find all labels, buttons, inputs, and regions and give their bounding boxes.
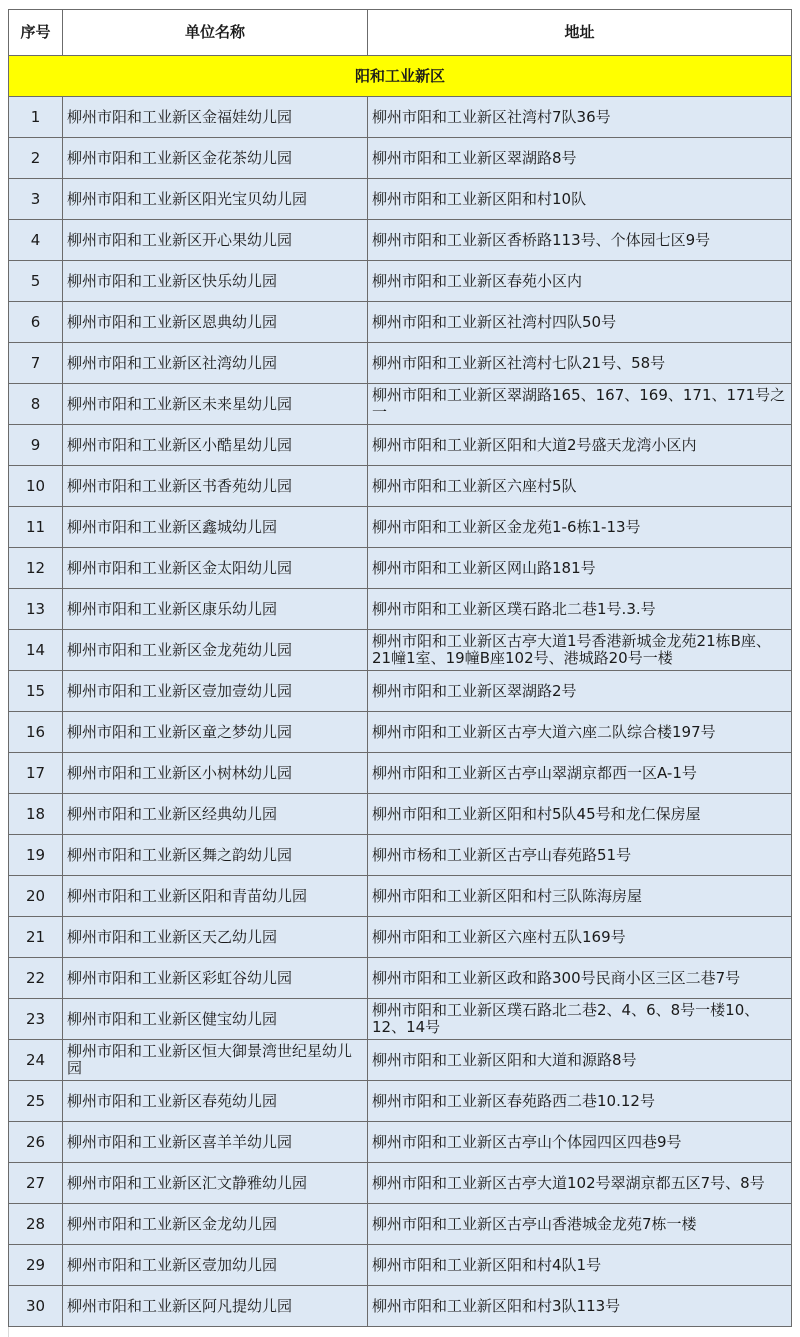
table-row [9, 753, 792, 794]
kindergarten-name-cell[interactable]: 柳州市阳和工业新区恩典幼儿园 [63, 302, 368, 343]
header-row [9, 10, 792, 56]
section-title[interactable]: 阳和工业新区 [9, 56, 792, 97]
address-cell[interactable]: 柳州市阳和工业新区古亭大道六座二队综合楼197号 [368, 712, 792, 753]
row-index-cell[interactable]: 27 [9, 1163, 63, 1204]
row-index-cell[interactable]: 30 [9, 1286, 63, 1327]
row-index-cell[interactable]: 9 [9, 425, 63, 466]
row-index-cell[interactable]: 19 [9, 835, 63, 876]
address-cell[interactable]: 柳州市阳和工业新区璞石路北二巷1号.3.号 [368, 589, 792, 630]
header-name[interactable]: 单位名称 [63, 10, 368, 56]
row-index-cell[interactable]: 2 [9, 138, 63, 179]
row-index-cell[interactable]: 11 [9, 507, 63, 548]
sheet-continuation [8, 1327, 792, 1337]
row-index-cell[interactable]: 6 [9, 302, 63, 343]
kindergarten-name-cell[interactable]: 柳州市阳和工业新区阿凡提幼儿园 [63, 1286, 368, 1327]
address-cell[interactable]: 柳州市阳和工业新区翠湖路2号 [368, 671, 792, 712]
row-index-cell[interactable]: 20 [9, 876, 63, 917]
row-index-cell[interactable]: 13 [9, 589, 63, 630]
kindergarten-name-cell[interactable]: 柳州市阳和工业新区童之梦幼儿园 [63, 712, 368, 753]
address-cell[interactable]: 柳州市阳和工业新区阳和大道2号盛天龙湾小区内 [368, 425, 792, 466]
address-cell[interactable]: 柳州市阳和工业新区政和路300号民商小区三区二巷7号 [368, 958, 792, 999]
table-row [9, 1122, 792, 1163]
row-index-cell[interactable]: 26 [9, 1122, 63, 1163]
row-index-cell[interactable]: 22 [9, 958, 63, 999]
table-row [9, 302, 792, 343]
kindergarten-name-cell[interactable]: 柳州市阳和工业新区金龙苑幼儿园 [63, 630, 368, 671]
table-row [9, 1163, 792, 1204]
row-index-cell[interactable]: 24 [9, 1040, 63, 1081]
address-cell[interactable]: 柳州市阳和工业新区社湾村7队36号 [368, 97, 792, 138]
kindergarten-name-cell[interactable]: 柳州市阳和工业新区金福娃幼儿园 [63, 97, 368, 138]
table-row [9, 958, 792, 999]
kindergarten-name-cell[interactable]: 柳州市阳和工业新区康乐幼儿园 [63, 589, 368, 630]
table-row [9, 917, 792, 958]
kindergarten-name-cell[interactable]: 柳州市阳和工业新区社湾幼儿园 [63, 343, 368, 384]
table-row [9, 179, 792, 220]
row-index-cell[interactable]: 29 [9, 1245, 63, 1286]
table-row [9, 1081, 792, 1122]
address-cell[interactable]: 柳州市阳和工业新区六座村5队 [368, 466, 792, 507]
kindergarten-name-cell[interactable]: 柳州市阳和工业新区阳和青苗幼儿园 [63, 876, 368, 917]
table-body [9, 97, 792, 1327]
table-row [9, 425, 792, 466]
address-cell[interactable]: 柳州市杨和工业新区古亭山春苑路51号 [368, 835, 792, 876]
table-row [9, 384, 792, 425]
row-index-cell[interactable]: 3 [9, 179, 63, 220]
kindergarten-name-cell[interactable]: 柳州市阳和工业新区喜羊羊幼儿园 [63, 1122, 368, 1163]
address-cell[interactable]: 柳州市阳和工业新区古亭山翠湖京都西一区A-1号 [368, 753, 792, 794]
row-index-cell[interactable]: 23 [9, 999, 63, 1040]
address-cell[interactable]: 柳州市阳和工业新区古亭大道1号香港新城金龙苑21栋B座、21幢1室、19幢B座102号、港城路20号一楼 [368, 630, 792, 671]
table-row [9, 343, 792, 384]
table-row [9, 671, 792, 712]
row-index-cell[interactable]: 8 [9, 384, 63, 425]
row-index-cell[interactable]: 10 [9, 466, 63, 507]
kindergarten-name-cell[interactable]: 柳州市阳和工业新区快乐幼儿园 [63, 261, 368, 302]
kindergarten-name-cell[interactable]: 柳州市阳和工业新区小酷星幼儿园 [63, 425, 368, 466]
row-index-cell[interactable]: 17 [9, 753, 63, 794]
kindergarten-name-cell[interactable]: 柳州市阳和工业新区春苑幼儿园 [63, 1081, 368, 1122]
kindergarten-name-cell[interactable]: 柳州市阳和工业新区舞之韵幼儿园 [63, 835, 368, 876]
table-row [9, 97, 792, 138]
row-index-cell[interactable]: 28 [9, 1204, 63, 1245]
row-index-cell[interactable]: 12 [9, 548, 63, 589]
kindergarten-name-cell[interactable]: 柳州市阳和工业新区壹加壹幼儿园 [63, 671, 368, 712]
row-index-cell[interactable]: 14 [9, 630, 63, 671]
kindergarten-name-cell[interactable]: 柳州市阳和工业新区健宝幼儿园 [63, 999, 368, 1040]
address-cell[interactable]: 柳州市阳和工业新区香桥路113号、个体园七区9号 [368, 220, 792, 261]
address-cell[interactable]: 柳州市阳和工业新区古亭山香港城金龙苑7栋一楼 [368, 1204, 792, 1245]
kindergarten-name-cell[interactable]: 柳州市阳和工业新区未来星幼儿园 [63, 384, 368, 425]
table-row [9, 876, 792, 917]
address-cell[interactable]: 柳州市阳和工业新区古亭山个体园四区四巷9号 [368, 1122, 792, 1163]
table-row [9, 589, 792, 630]
table-row [9, 835, 792, 876]
row-index-cell[interactable]: 5 [9, 261, 63, 302]
address-cell[interactable]: 柳州市阳和工业新区春苑小区内 [368, 261, 792, 302]
kindergarten-name-cell[interactable]: 柳州市阳和工业新区金花茶幼儿园 [63, 138, 368, 179]
address-cell[interactable]: 柳州市阳和工业新区社湾村七队21号、58号 [368, 343, 792, 384]
kindergarten-name-cell[interactable]: 柳州市阳和工业新区开心果幼儿园 [63, 220, 368, 261]
table-row [9, 220, 792, 261]
address-cell[interactable]: 柳州市阳和工业新区网山路181号 [368, 548, 792, 589]
table-row [9, 261, 792, 302]
table-row [9, 712, 792, 753]
row-index-cell[interactable]: 7 [9, 343, 63, 384]
row-index-cell[interactable]: 15 [9, 671, 63, 712]
kindergarten-name-cell[interactable]: 柳州市阳和工业新区经典幼儿园 [63, 794, 368, 835]
address-cell[interactable]: 柳州市阳和工业新区春苑路西二巷10.12号 [368, 1081, 792, 1122]
address-cell[interactable]: 柳州市阳和工业新区阳和大道和源路8号 [368, 1040, 792, 1081]
address-cell[interactable]: 柳州市阳和工业新区璞石路北二巷2、4、6、8号一楼10、12、14号 [368, 999, 792, 1040]
address-cell[interactable]: 柳州市阳和工业新区翠湖路165、167、169、171、171号之一 [368, 384, 792, 425]
address-cell[interactable]: 柳州市阳和工业新区金龙苑1-6栋1-13号 [368, 507, 792, 548]
table-row [9, 630, 792, 671]
address-cell[interactable]: 柳州市阳和工业新区古亭大道102号翠湖京都五区7号、8号 [368, 1163, 792, 1204]
address-cell[interactable]: 柳州市阳和工业新区阳和村5队45号和龙仁保房屋 [368, 794, 792, 835]
address-cell[interactable]: 柳州市阳和工业新区社湾村四队50号 [368, 302, 792, 343]
kindergarten-name-cell[interactable]: 柳州市阳和工业新区小树林幼儿园 [63, 753, 368, 794]
section-row [9, 56, 792, 97]
header-index[interactable]: 序号 [9, 10, 63, 56]
address-cell[interactable]: 柳州市阳和工业新区阳和村3队113号 [368, 1286, 792, 1327]
kindergarten-name-cell[interactable]: 柳州市阳和工业新区阳光宝贝幼儿园 [63, 179, 368, 220]
kindergarten-name-cell[interactable]: 柳州市阳和工业新区彩虹谷幼儿园 [63, 958, 368, 999]
kindergarten-name-cell[interactable]: 柳州市阳和工业新区壹加幼儿园 [63, 1245, 368, 1286]
table-row [9, 1286, 792, 1327]
kindergarten-name-cell[interactable]: 柳州市阳和工业新区金龙幼儿园 [63, 1204, 368, 1245]
table-row [9, 1040, 792, 1081]
kindergarten-name-cell[interactable]: 柳州市阳和工业新区汇文静雅幼儿园 [63, 1163, 368, 1204]
row-index-cell[interactable]: 1 [9, 97, 63, 138]
row-index-cell[interactable]: 25 [9, 1081, 63, 1122]
kindergarten-name-cell[interactable]: 柳州市阳和工业新区鑫城幼儿园 [63, 507, 368, 548]
row-index-cell[interactable]: 16 [9, 712, 63, 753]
kindergarten-name-cell[interactable]: 柳州市阳和工业新区恒大御景湾世纪星幼儿园 [63, 1040, 368, 1081]
kindergarten-name-cell[interactable]: 柳州市阳和工业新区金太阳幼儿园 [63, 548, 368, 589]
table-row [9, 507, 792, 548]
address-cell[interactable]: 柳州市阳和工业新区翠湖路8号 [368, 138, 792, 179]
row-index-cell[interactable]: 21 [9, 917, 63, 958]
address-cell[interactable]: 柳州市阳和工业新区阳和村10队 [368, 179, 792, 220]
table-row [9, 794, 792, 835]
address-cell[interactable]: 柳州市阳和工业新区六座村五队169号 [368, 917, 792, 958]
header-address[interactable]: 地址 [368, 10, 792, 56]
table-row [9, 1245, 792, 1286]
row-index-cell[interactable]: 4 [9, 220, 63, 261]
table-row [9, 466, 792, 507]
address-cell[interactable]: 柳州市阳和工业新区阳和村4队1号 [368, 1245, 792, 1286]
address-cell[interactable]: 柳州市阳和工业新区阳和村三队陈海房屋 [368, 876, 792, 917]
kindergarten-name-cell[interactable]: 柳州市阳和工业新区书香苑幼儿园 [63, 466, 368, 507]
table-row [9, 138, 792, 179]
table-row [9, 548, 792, 589]
kindergarten-name-cell[interactable]: 柳州市阳和工业新区天乙幼儿园 [63, 917, 368, 958]
table-row [9, 1204, 792, 1245]
table-row [9, 999, 792, 1040]
row-index-cell[interactable]: 18 [9, 794, 63, 835]
kindergarten-table [8, 9, 792, 1327]
